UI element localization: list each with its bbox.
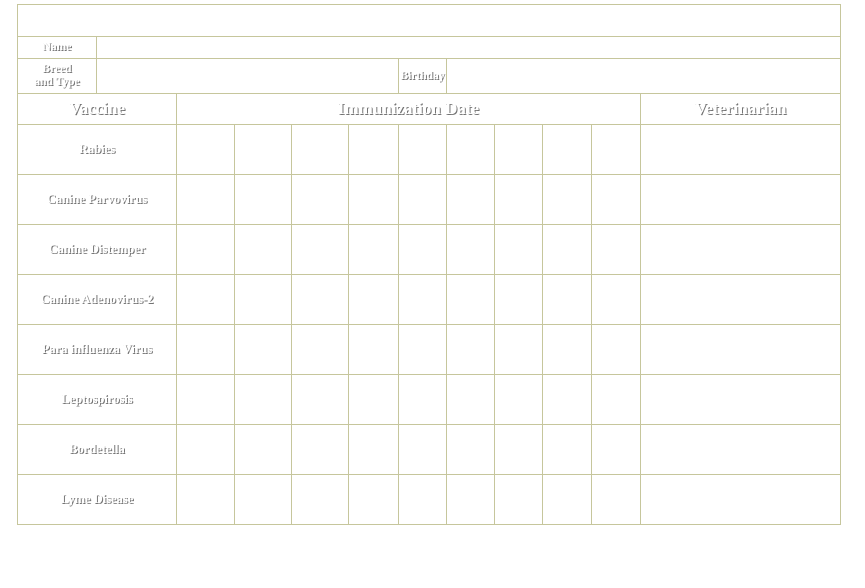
date-cell[interactable] <box>399 275 447 325</box>
date-cell[interactable] <box>235 325 292 375</box>
date-cell[interactable] <box>543 325 592 375</box>
vaccination-table <box>17 4 841 525</box>
date-cell[interactable] <box>495 225 543 275</box>
date-cell[interactable] <box>177 375 235 425</box>
title-row <box>18 5 841 37</box>
date-cell[interactable] <box>447 225 495 275</box>
date-cell[interactable] <box>292 125 349 175</box>
date-cell[interactable] <box>543 375 592 425</box>
table-row <box>18 225 841 275</box>
date-cell[interactable] <box>349 425 399 475</box>
date-cell[interactable] <box>592 325 641 375</box>
veterinarian-cell[interactable] <box>641 225 841 275</box>
date-cell[interactable] <box>177 325 235 375</box>
date-cell[interactable] <box>543 125 592 175</box>
date-cell[interactable] <box>592 175 641 225</box>
date-cell[interactable] <box>495 275 543 325</box>
date-cell[interactable] <box>349 275 399 325</box>
date-cell[interactable] <box>399 475 447 525</box>
table-row <box>18 175 841 225</box>
dog-vaccination-chart <box>17 4 840 547</box>
date-cell[interactable] <box>177 275 235 325</box>
date-cell[interactable] <box>292 225 349 275</box>
date-cell[interactable] <box>399 125 447 175</box>
date-cell[interactable] <box>292 475 349 525</box>
date-cell[interactable] <box>592 475 641 525</box>
table-row <box>18 325 841 375</box>
date-cell[interactable] <box>543 425 592 475</box>
date-cell[interactable] <box>495 125 543 175</box>
table-row <box>18 425 841 475</box>
date-cell[interactable] <box>349 125 399 175</box>
date-cell[interactable] <box>447 175 495 225</box>
date-cell[interactable] <box>495 325 543 375</box>
date-cell[interactable] <box>235 225 292 275</box>
vaccine-label: Canine Parvovirus <box>18 175 177 225</box>
date-cell[interactable] <box>592 225 641 275</box>
vaccine-label: Bordetella <box>18 425 177 475</box>
date-cell[interactable] <box>592 425 641 475</box>
vaccine-label: Para influenza Virus <box>18 325 177 375</box>
date-cell[interactable] <box>235 475 292 525</box>
date-cell[interactable] <box>349 325 399 375</box>
date-cell[interactable] <box>399 375 447 425</box>
date-cell[interactable] <box>447 275 495 325</box>
veterinarian-cell[interactable] <box>641 425 841 475</box>
vaccine-label: Leptospirosis <box>18 375 177 425</box>
veterinarian-cell[interactable] <box>641 475 841 525</box>
vaccine-label: Lyme Disease <box>18 475 177 525</box>
page-title: Dog Vaccination Chart <box>18 5 841 37</box>
name-row <box>18 37 841 59</box>
date-cell[interactable] <box>235 175 292 225</box>
date-cell[interactable] <box>592 375 641 425</box>
date-cell[interactable] <box>177 175 235 225</box>
date-cell[interactable] <box>292 425 349 475</box>
header-immunization-date: Immunization Date <box>177 94 641 125</box>
veterinarian-cell[interactable] <box>641 175 841 225</box>
date-cell[interactable] <box>495 175 543 225</box>
date-cell[interactable] <box>543 175 592 225</box>
date-cell[interactable] <box>447 325 495 375</box>
date-cell[interactable] <box>235 125 292 175</box>
date-cell[interactable] <box>447 425 495 475</box>
date-cell[interactable] <box>399 425 447 475</box>
date-cell[interactable] <box>592 275 641 325</box>
date-cell[interactable] <box>399 175 447 225</box>
breed-label-line-2: and Type <box>34 76 80 88</box>
veterinarian-cell[interactable] <box>641 125 841 175</box>
date-cell[interactable] <box>349 375 399 425</box>
column-header-row <box>18 94 841 125</box>
vaccine-label: Rabies <box>18 125 177 175</box>
date-cell[interactable] <box>292 375 349 425</box>
breed-and-type-input[interactable] <box>97 59 399 94</box>
date-cell[interactable] <box>447 475 495 525</box>
date-cell[interactable] <box>543 275 592 325</box>
date-cell[interactable] <box>447 375 495 425</box>
date-cell[interactable] <box>592 125 641 175</box>
table-row <box>18 475 841 525</box>
date-cell[interactable] <box>235 425 292 475</box>
table-row <box>18 375 841 425</box>
veterinarian-cell[interactable] <box>641 325 841 375</box>
date-cell[interactable] <box>543 475 592 525</box>
vaccine-label: Canine Adenovirus-2 <box>18 275 177 325</box>
date-cell[interactable] <box>543 225 592 275</box>
date-cell[interactable] <box>292 325 349 375</box>
date-cell[interactable] <box>495 475 543 525</box>
date-cell[interactable] <box>399 225 447 275</box>
date-cell[interactable] <box>235 275 292 325</box>
date-cell[interactable] <box>495 425 543 475</box>
date-cell[interactable] <box>349 175 399 225</box>
table-row <box>18 125 841 175</box>
veterinarian-cell[interactable] <box>641 375 841 425</box>
date-cell[interactable] <box>292 175 349 225</box>
birthday-label: Birthday <box>399 59 447 94</box>
date-cell[interactable] <box>292 275 349 325</box>
date-cell[interactable] <box>349 475 399 525</box>
breed-birthday-row <box>18 59 841 94</box>
date-cell[interactable] <box>235 375 292 425</box>
date-cell[interactable] <box>495 375 543 425</box>
name-label: Name <box>18 37 97 59</box>
table-row <box>18 275 841 325</box>
veterinarian-cell[interactable] <box>641 275 841 325</box>
birthday-input[interactable] <box>447 59 841 94</box>
breed-label-line-1: Breed <box>42 63 72 75</box>
breed-and-type-label <box>18 59 97 94</box>
header-vaccine: Vaccine <box>18 94 177 125</box>
date-cell[interactable] <box>349 225 399 275</box>
date-cell[interactable] <box>399 325 447 375</box>
date-cell[interactable] <box>177 475 235 525</box>
vaccine-label: Canine Distemper <box>18 225 177 275</box>
date-cell[interactable] <box>177 125 235 175</box>
date-cell[interactable] <box>177 225 235 275</box>
header-veterinarian: Veterinarian <box>641 94 841 125</box>
date-cell[interactable] <box>447 125 495 175</box>
name-input[interactable] <box>97 37 841 59</box>
table-body <box>18 5 841 525</box>
date-cell[interactable] <box>177 425 235 475</box>
